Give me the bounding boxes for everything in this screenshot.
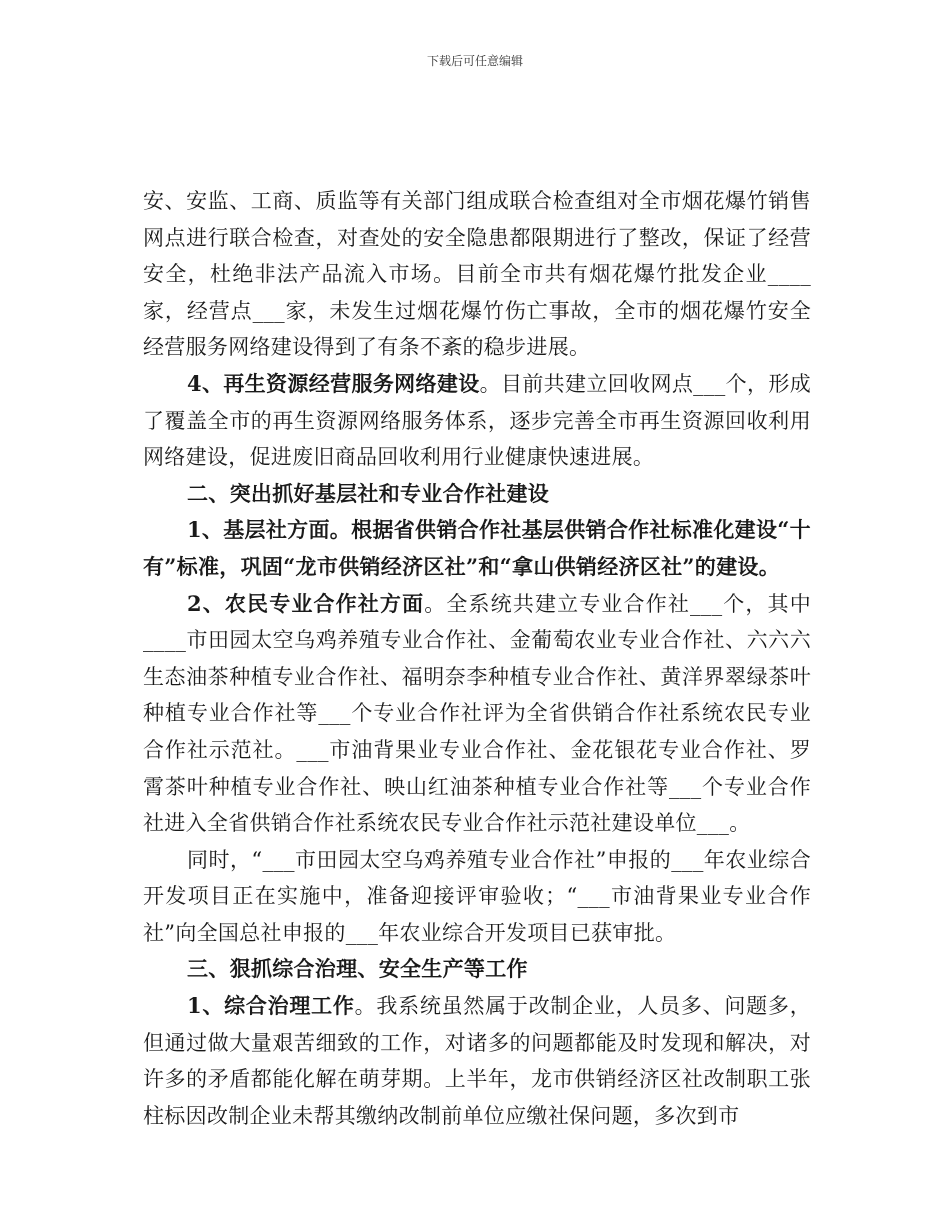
- section-heading-2: [143, 476, 811, 513]
- paragraph-fireworks-safety: [143, 183, 811, 366]
- paragraph-lead: 4、再生资源经营服务网络建设: [187, 370, 480, 396]
- paragraph-text: 1、基层社方面。根据省供销合作社基层供销合作社标准化建设“十有”标准，巩固“龙市供销经济区社”和“拿山供销经济区社”的建设。: [143, 517, 811, 579]
- paragraph-text: 。我系统虽然属于改制企业，人员多、问题多，但通过做大量艰苦细致的工作，对诸多的问题都能及时发现和解决，对许多的矛盾都能化解在萌芽期。上半年，龙市供销经济区社改制职工张柱标因改制企业未帮其缴纳改制前单位应缴社保问题，多次到市: [143, 994, 811, 1128]
- heading-text: 三、狠抓综合治理、安全生产等工作: [187, 956, 528, 982]
- paragraph-recycling-network: [143, 366, 811, 476]
- paragraph-lead: 1、综合治理工作: [187, 993, 355, 1019]
- heading-text: 二、突出抓好基层社和专业合作社建设: [187, 480, 550, 506]
- paragraph-lead: 2、农民专业合作社方面: [187, 590, 425, 616]
- paragraph-text: 。全系统共建立专业合作社___个，其中____市田园太空乌鸡养殖专业合作社、金葡萄农业专业合作社、六六六生态油茶种植专业合作社、福明奈李种植专业合作社、黄洋界翠绿茶叶种植专业合作社等___个专业合作社评为全省供销合作社系统农民专业合作社示范社。___市油背果业专业合作社、金花银花专业合作社、罗霄茶叶种植专业合作社、映山红油茶种植专业合作社等___个专业合作社进入全省供销合作社系统农民专业合作社示范社建设单位___。: [143, 591, 811, 836]
- page-header: 下载后可任意编辑: [426, 54, 523, 68]
- document-body: [143, 183, 811, 1134]
- paragraph-text: 同时，“___市田园太空乌鸡养殖专业合作社”申报的___年农业综合开发项目正在实施中，准备迎接评审验收；“___市油背果业专业合作社”向全国总社申报的___年农业综合开发项目已获审批。: [143, 847, 811, 945]
- paragraph-governance: [143, 988, 811, 1134]
- paragraph-projects: [143, 842, 811, 952]
- paragraph-text: 。目前共建立回收网点___个，形成了覆盖全市的再生资源网络服务体系，逐步完善全市再生资源回收利用网络建设，促进废旧商品回收利用行业健康快速进展。: [143, 371, 811, 470]
- paragraph-farmer-coops: [143, 586, 811, 842]
- section-heading-3: [143, 951, 811, 988]
- paragraph-grassroots-coop: [143, 512, 811, 585]
- paragraph-text: 安、安监、工商、质监等有关部门组成联合检查组对全市烟花爆竹销售网点进行联合检查，对查处的安全隐患都限期进行了整改，保证了经营安全，杜绝非法产品流入市场。目前全市共有烟花爆竹批发企业____家，经营点___家，未发生过烟花爆竹伤亡事故，全市的烟花爆竹安全经营服务网络建设得到了有条不紊的稳步进展。: [143, 189, 811, 360]
